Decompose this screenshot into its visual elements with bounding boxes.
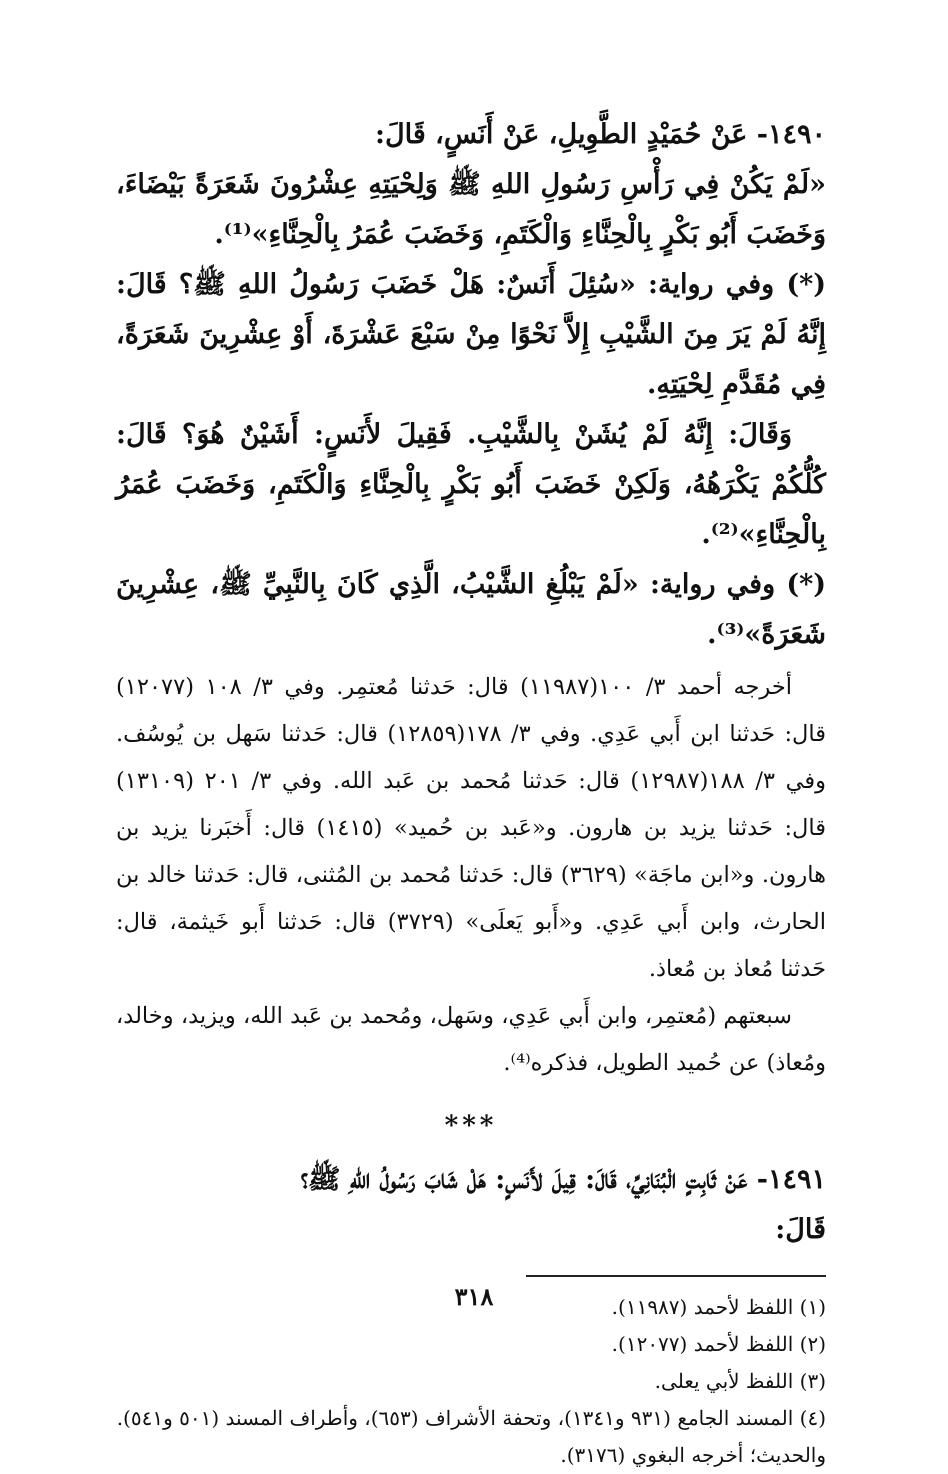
footnote-2: (٢) اللفظ لأحمد (١٢٠٧٧). <box>611 1332 826 1356</box>
takhrij-paragraph-2: سبعتهم (مُعتمِر، وابن أَبي عَدِي، وسَهل، ومُحمد بن عَبد الله، ويزيد، وخالد، ومُعاذ) عن حُميد الطويل، فذكره⁽⁴⁾. <box>116 1003 826 1076</box>
variant-2: (*) وفي رواية: «لَمْ يَبْلُغِ الشَّيْبُ، الَّذِي كَانَ بِالنَّبِيِّ ﷺ، عِشْرِينَ شَعَرَةً»⁽³⁾. <box>116 569 826 650</box>
section-separator: *** <box>444 1111 498 1141</box>
variant-1: (*) وفي رواية: «سُئِلَ أَنَسٌ: هَلْ خَضَبَ رَسُولُ اللهِ ﷺ؟ قَالَ: إِنَّهُ لَمْ يَرَ مِنَ الشَّيْبِ إِلاَّ نَحْوًا مِنْ سَبْعَ عَشْرَةَ، أَوْ عِشْرِينَ شَعَرَةً، فِي مُقَدَّمِ لِحْيَتِهِ. <box>116 269 826 400</box>
hadith-1491-cont: قَالَ: <box>775 1214 826 1245</box>
takhrij <box>116 664 826 1087</box>
variant-1-cont: وَقَالَ: إِنَّهُ لَمْ يُشَنْ بِالشَّيْبِ. فَقِيلَ لأَنَسٍ: أَشَيْنٌ هُوَ؟ قَالَ: كُلُّكُمْ يَكْرَهُهُ، وَلَكِنْ خَضَبَ أَبُو بَكْرٍ بِالْحِنَّاءِ وَالْكَتَمِ، وَخَضَبَ عُمَرُ بِالْحِنَّاءِ»⁽²⁾. <box>116 419 826 550</box>
footnote-divider <box>526 1275 826 1277</box>
footnote-1: (١) اللفظ لأحمد (١١٩٨٧). <box>611 1295 826 1319</box>
hadith-1491-heading: ١٤٩١- عَنْ ثَابِتٍ الْبُنَانِيِّ، قَالَ: قِيلَ لأَنَسٍ: هَلْ شَابَ رَسُولُ اللهِ ﷺ؟ <box>300 1164 826 1195</box>
takhrij-paragraph-1: أخرجه أحمد ٣/ ١٠٠(١١٩٨٧) قال: حَدثنا مُعتمِر. وفي ٣/ ١٠٨ (١٢٠٧٧) قال: حَدثنا ابن أَبي عَدِي. وفي ٣/ ١٧٨(١٢٨٥٩) قال: حَدثنا سَهل بن يُوسُف. وفي ٣/ ١٨٨(١٢٩٨٧) قال: حَدثنا مُحمد بن عَبد الله. وفي ٣/ ٢٠١ (١٣١٠٩) قال: حَدثنا يزيد بن هارون. و«عَبد بن حُميد» (١٤١٥) قال: أَخبَرنا يزيد بن هارون. و«ابن ماجَة» (٣٦٢٩) قال: حَدثنا مُحمد بن المُثنى، قال: حَدثنا خالد بن الحارث، وابن أَبي عَدِي. و«أَبو يَعلَى» (٣٧٢٩) قال: حَدثنا أَبو خَيثمة، قال: حَدثنا مُعاذ بن مُعاذ. <box>116 674 827 982</box>
hadith-1490-heading: ١٤٩٠- عَنْ حُمَيْدٍ الطَّوِيلِ، عَنْ أَنَسٍ، قَالَ: <box>375 119 826 150</box>
footnote-4: (٤) المسند الجامع (٩٣١ و١٣٤١)، وتحفة الأشراف (٦٥٣)، وأطراف المسند (٥٠١ و٥٤١). والحديث؛ أخرجه البغوي (٣١٧٦). <box>116 1406 826 1467</box>
hadith-1490-text: «لَمْ يَكُنْ فِي رَأْسِ رَسُولِ اللهِ ﷺ وَلِحْيَتِهِ عِشْرُونَ شَعَرَةً بَيْضَاءَ، وَخَضَبَ أَبُو بَكْرٍ بِالْحِنَّاءِ وَالْكَتَمِ، وَخَضَبَ عُمَرُ بِالْحِنَّاءِ»⁽¹⁾. <box>116 169 826 250</box>
page-number: ٣١٨ <box>454 1282 494 1311</box>
footnotes <box>116 1289 826 1474</box>
footnote-3: (٣) اللفظ لأبي يعلى. <box>654 1369 826 1393</box>
hadith-1491 <box>116 1155 826 1255</box>
hadith-1490 <box>116 110 826 660</box>
